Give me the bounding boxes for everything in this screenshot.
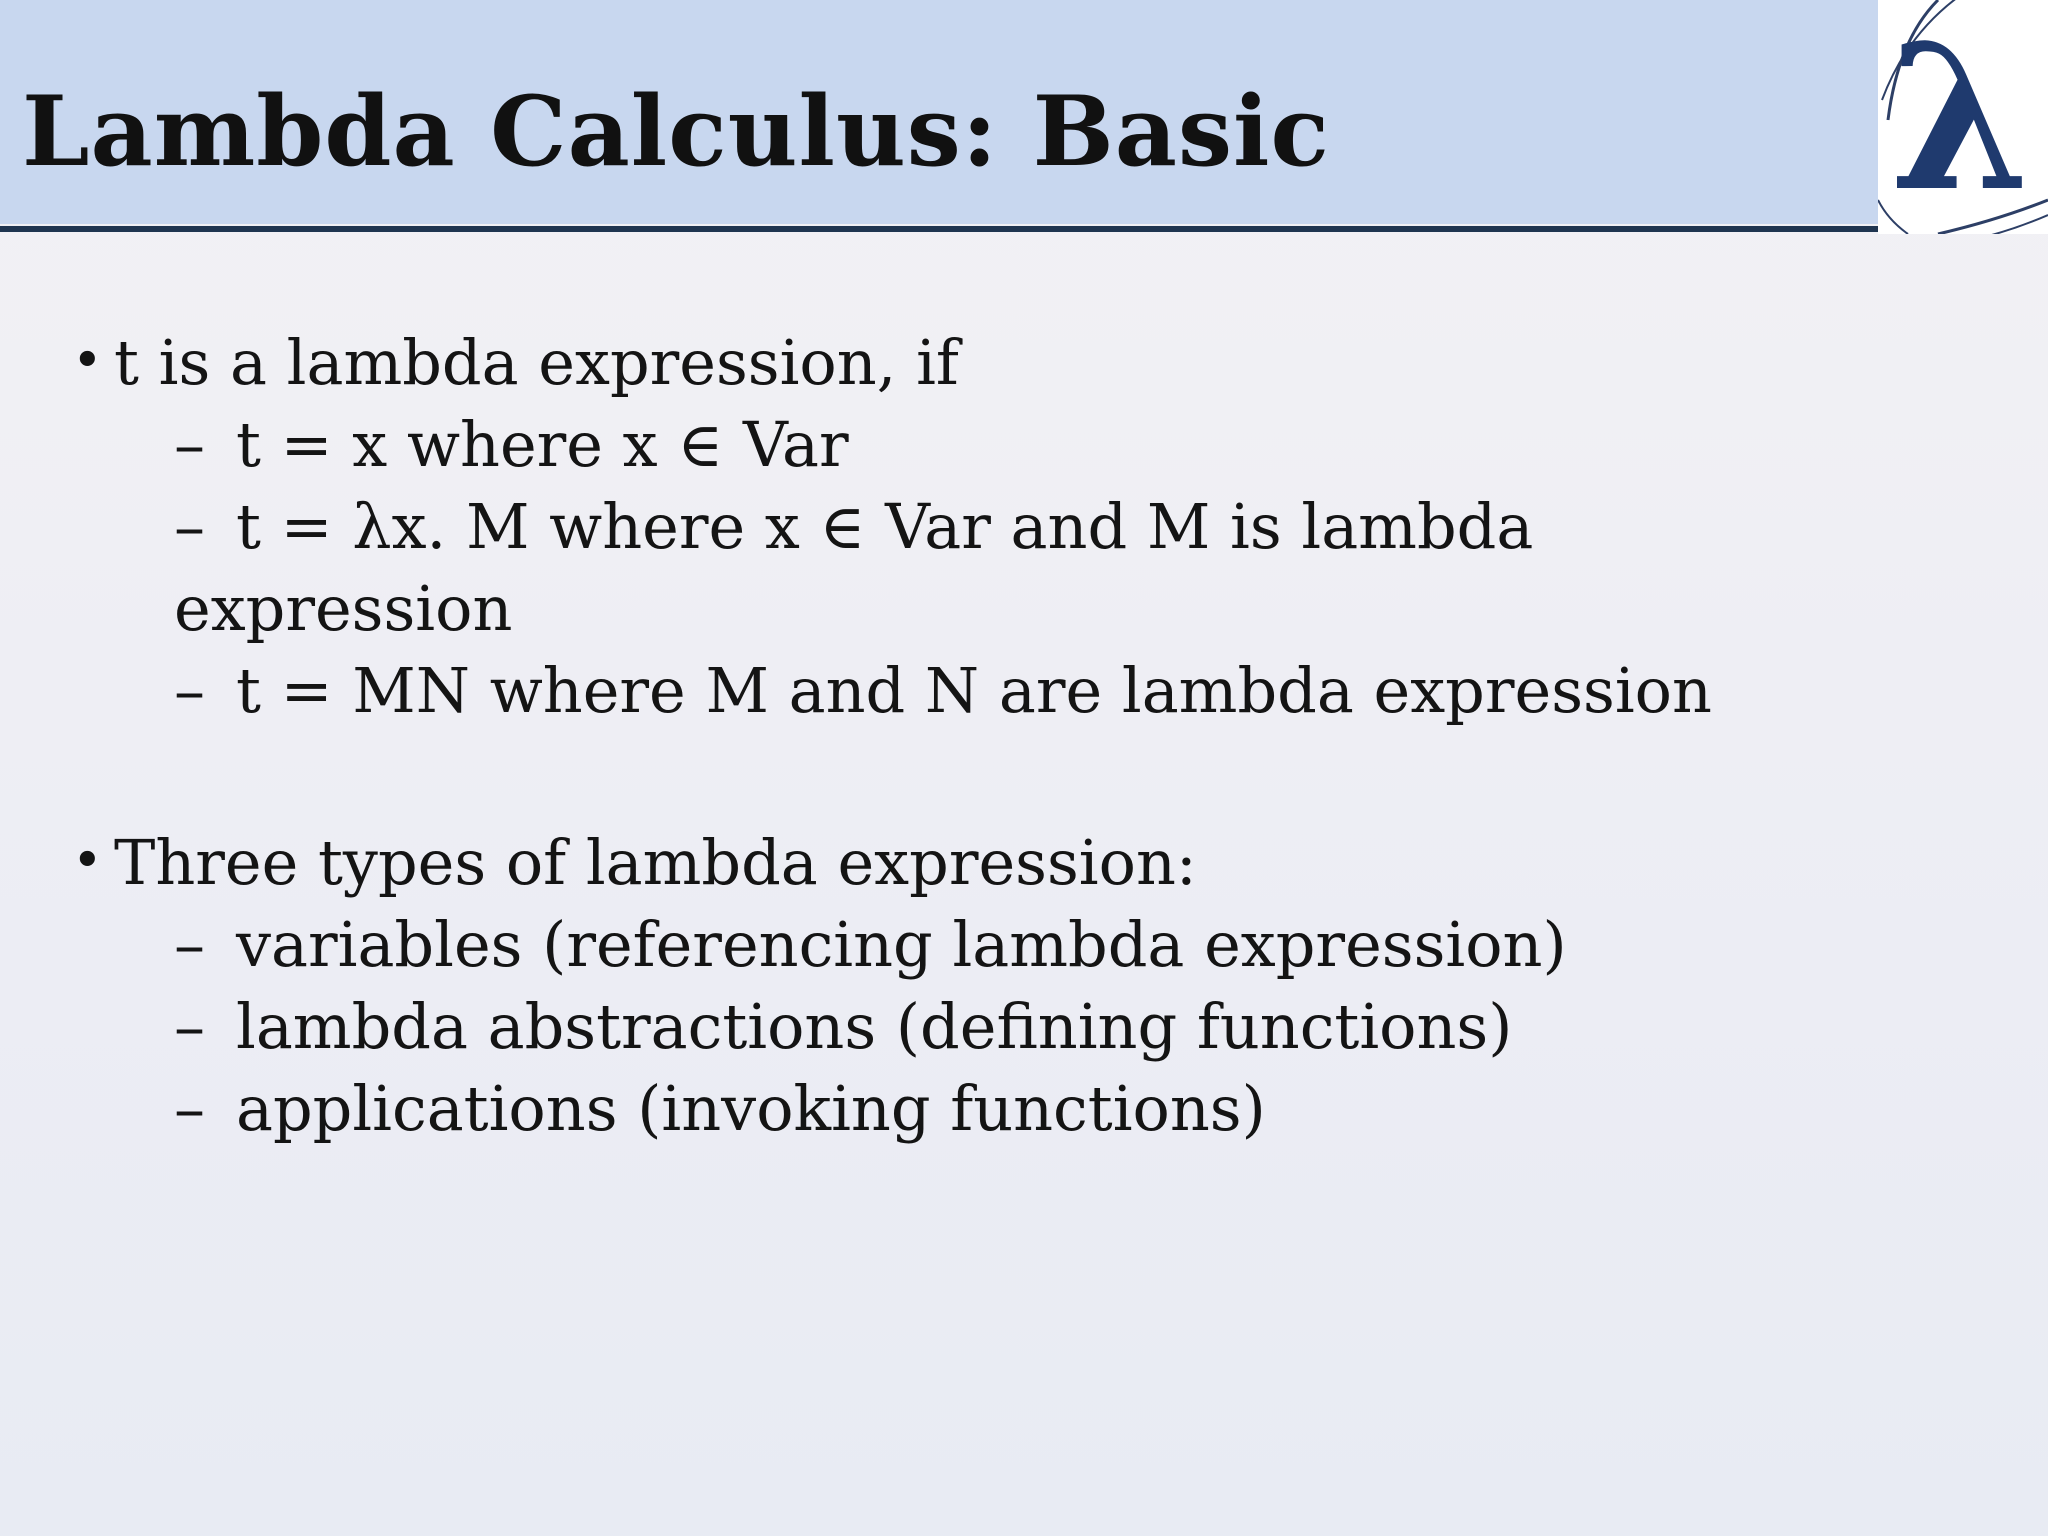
- dash-marker: –: [174, 654, 205, 727]
- dash-marker: –: [174, 408, 205, 481]
- lambda-logo-graphic: [1878, 0, 2048, 234]
- lambda-logo-icon: [1878, 0, 2048, 234]
- sub-item-text: applications (invoking functions): [236, 1072, 1266, 1145]
- sub-item-text: variables (referencing lambda expression): [236, 908, 1567, 981]
- dash-marker: –: [174, 1072, 205, 1145]
- sub-item: [174, 1068, 1266, 1150]
- sub-item: [174, 986, 1512, 1068]
- sub-item: [174, 650, 1712, 732]
- sub-item-text: t = MN where M and N are lambda expression: [236, 654, 1712, 727]
- dash-marker: –: [174, 490, 205, 563]
- title-divider: [0, 226, 1878, 232]
- sub-item: [174, 486, 1533, 568]
- bullet-1-text: t is a lambda expression, if: [114, 326, 959, 399]
- dash-marker: –: [174, 990, 205, 1063]
- sub-item-continuation: expression: [174, 572, 513, 645]
- slide-title: Lambda Calculus: Basic: [22, 75, 1330, 188]
- sub-item: [174, 904, 1567, 986]
- sub-item-text: t = λx. M where x ∈ Var and M is lambda: [236, 490, 1534, 563]
- bullet-marker: •: [72, 831, 103, 891]
- title-bar: [0, 0, 1878, 224]
- sub-item-text: t = x where x ∈ Var: [236, 408, 849, 481]
- sub-item: [174, 404, 849, 486]
- dash-marker: –: [174, 908, 205, 981]
- bullet-marker: •: [72, 331, 103, 391]
- sub-item-text: lambda abstractions (defining functions): [236, 990, 1513, 1063]
- lambda-symbol: λ: [1889, 1, 2031, 234]
- bullet-2-text: Three types of lambda expression:: [114, 826, 1197, 899]
